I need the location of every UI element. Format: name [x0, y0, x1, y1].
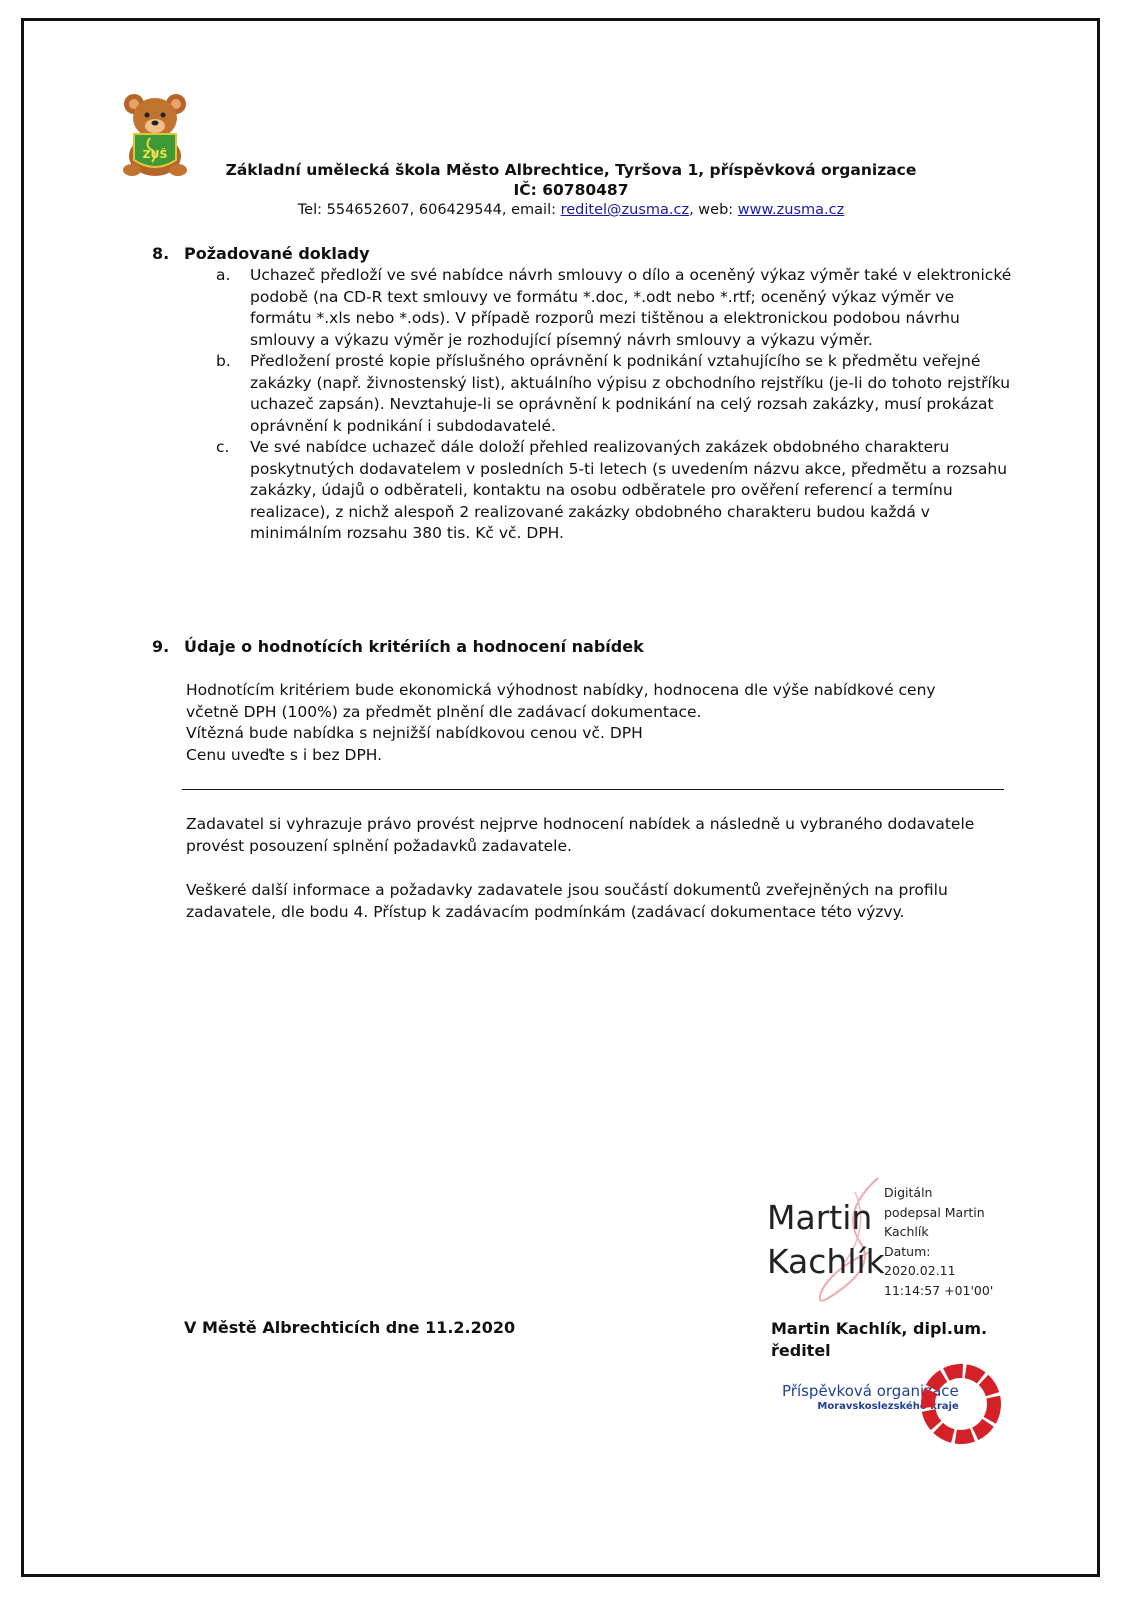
logo-text: ZUŠ	[142, 148, 168, 161]
signature-detail-line: Kachlík	[884, 1224, 929, 1239]
signature-name	[767, 1196, 885, 1284]
school-ic: IČ: 60780487	[513, 181, 629, 199]
section-9-title: Údaje o hodnotících kritériích a hodnocení nabídek	[184, 637, 644, 656]
school-name: Základní umělecká škola Město Albrechtice, Tyršova 1, příspěvková organizace	[225, 161, 917, 179]
place-and-date: V Městě Albrechticích dne 11.2.2020	[184, 1318, 516, 1337]
reservation-note: Zadavatel si vyhrazuje právo provést nejprve hodnocení nabídek a následně u vybraného dodavatele provést posouzení splnění požadavků zadavatele.	[186, 815, 975, 855]
criteria-line: Vítězná bude nabídka s nejnižší nabídkovou cenou vč. DPH	[186, 724, 643, 742]
contact-phones: Tel: 554652607, 606429544, email:	[297, 202, 561, 218]
divider	[182, 789, 1004, 790]
signature-detail-line: 2020.02.11	[884, 1263, 956, 1278]
region-logo-icon	[920, 1362, 1002, 1446]
signature-detail-line: Digitáln	[884, 1185, 933, 1200]
evaluation-criteria	[186, 680, 1006, 766]
signer-name: Martin Kachlík, dipl.um.	[771, 1319, 988, 1338]
signature-detail-line: podepsal Martin	[884, 1204, 985, 1220]
signature-detail-line: Datum:	[884, 1243, 931, 1259]
web-link[interactable]: www.zusma.cz	[737, 202, 845, 218]
web-prefix: , web:	[689, 202, 738, 218]
school-contact	[150, 200, 992, 220]
list-item-text: Ve své nabídce uchazeč dále doloží přehled realizovaných zakázek obdobného charakteru poskytnutých dodavatelem v posledních 5-ti letech (s uvedením názvu akce, předmětu a rozsahu zakázky, údajů o odběrateli, kontaktu na osobu odběratele pro ověření referencí a termínu realizace), z nichž alespoň 2 realizované zakázky obdobného charakteru budou každá v minimálním rozsahu 380 tis. Kč vč. DPH.	[250, 438, 1008, 542]
list-item-text: Uchazeč předloží ve své nabídce návrh smlouvy o dílo a oceněný výkaz výměr také v elektronické podobě (na CD-R text smlouvy ve formátu *.doc, *.odt nebo *.rtf; oceněný výkaz výměr ve formátu *.xls nebo *.ods). V případě rozporů mezi tištěnou a elektronickou podobou návrhu smlouvy a výkazu výměr je rozhodující písemný návrh smlouvy a výkazu výměr.	[250, 266, 1012, 349]
signer-role: ředitel	[771, 1341, 831, 1360]
signature-detail-line: 11:14:57 +01'00'	[884, 1282, 994, 1298]
criteria-line: Cenu uveďte s i bez DPH.	[186, 745, 383, 764]
section-8-number: 8.	[152, 244, 170, 263]
criteria-line: Hodnotícím kritériem bude ekonomická výhodnost nabídky, hodnocena dle výše nabídkové ceny	[186, 681, 936, 699]
signer-block	[771, 1318, 987, 1362]
section-8-heading	[152, 243, 370, 265]
list-marker: b.	[216, 352, 231, 370]
signature-last-name: Kachlík	[767, 1242, 885, 1281]
list-item	[216, 265, 1016, 351]
school-header	[150, 160, 992, 220]
org-line-1: Příspěvková organizace	[782, 1382, 959, 1400]
section-8-list	[216, 265, 1016, 545]
list-item-text: Předložení prosté kopie příslušného oprávnění k podnikání vztahujícího se k předmětu veřejné zakázky (např. živnostenský list), aktuálního výpisu z obchodního rejstříku (je-li do tohoto rejstříku uchazeč zapsán). Nevztahuje-li se oprávnění k podnikání na celý rozsah zakázky, musí prokázat oprávnění k podnikání i subdodavatelé.	[250, 352, 1011, 435]
section-8-title: Požadované doklady	[184, 244, 370, 263]
email-link[interactable]: reditel@zusma.cz	[560, 202, 690, 218]
list-marker: a.	[216, 266, 231, 284]
info-note: Veškeré další informace a požadavky zadavatele jsou součástí dokumentů zveřejněných na profilu zadavatele, dle bodu 4. Přístup k zadávacím podmínkám (zadávací dokumentace této výzvy.	[186, 881, 948, 921]
section-9-heading	[152, 636, 644, 658]
criteria-line: včetně DPH (100%) za předmět plnění dle zadávací dokumentace.	[186, 702, 702, 721]
section-9-number: 9.	[152, 637, 170, 656]
list-item	[216, 437, 1016, 545]
digital-signature-details	[884, 1183, 1014, 1300]
list-marker: c.	[216, 438, 230, 456]
signature-first-name: Martin	[767, 1198, 873, 1237]
org-line-2: Moravskoslezského kraje	[817, 1401, 959, 1412]
list-item	[216, 351, 1016, 437]
